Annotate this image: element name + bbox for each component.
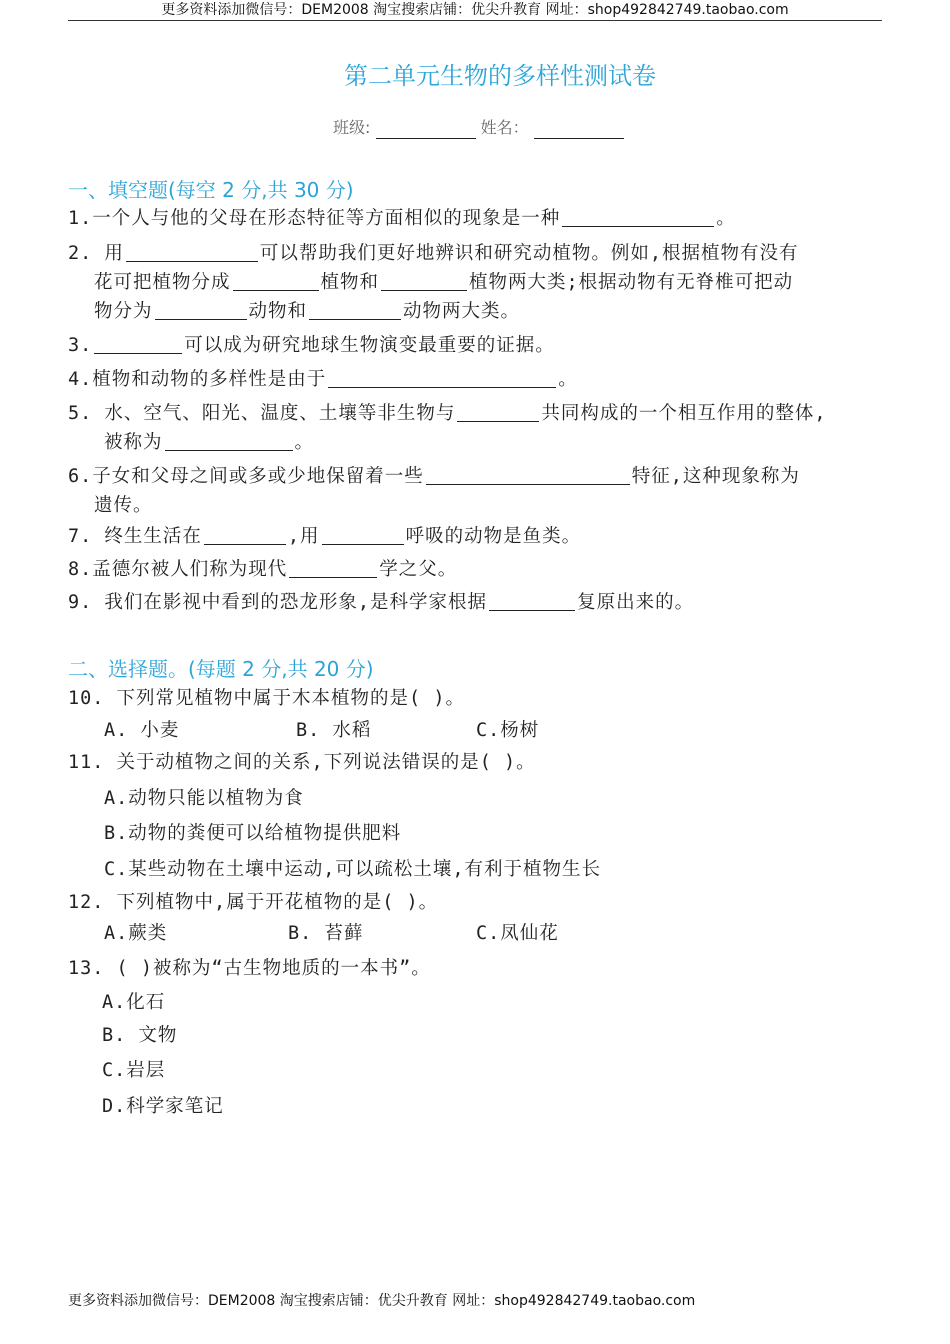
- question-9: [68, 588, 884, 617]
- option-b: B. 水稻: [296, 720, 372, 741]
- question-text: 学之父。: [379, 559, 458, 580]
- answer-blank: [562, 208, 714, 227]
- question-3: [68, 331, 884, 360]
- question-text: 8.孟德尔被人们称为现代: [68, 559, 288, 580]
- answer-blank: [457, 403, 539, 422]
- question-text: 遗传。: [94, 495, 153, 516]
- option-a: A.动物只能以植物为食: [104, 788, 304, 809]
- answer-blank: [381, 272, 467, 291]
- question-text: ,用: [287, 526, 320, 547]
- student-info-line: [333, 117, 624, 139]
- class-blank: [376, 120, 476, 139]
- option-a: A. 小麦: [104, 720, 180, 741]
- question-text: 可以帮助我们更好地辨识和研究动植物。例如,根据植物有没有: [259, 243, 799, 264]
- question-text: 。: [558, 369, 578, 390]
- option-d: D.科学家笔记: [102, 1096, 224, 1117]
- question-text: 2. 用: [68, 243, 124, 264]
- question-text: 。: [294, 432, 315, 453]
- question-5: [68, 399, 884, 457]
- class-label: 班级:: [333, 118, 371, 137]
- name-blank: [534, 120, 624, 139]
- question-text: 可以成为研究地球生物演变最重要的证据。: [184, 335, 555, 356]
- answer-blank: [126, 243, 258, 262]
- name-label: 姓名：: [480, 118, 529, 137]
- question-text: 动物和: [248, 301, 308, 322]
- answer-blank: [489, 592, 575, 611]
- answer-blank: [155, 301, 247, 320]
- question-text: 复原出来的。: [577, 592, 695, 613]
- question-11: 11. 关于动植物之间的关系,下列说法错误的是( )。: [68, 752, 536, 773]
- question-4: [68, 365, 884, 394]
- answer-blank: [204, 526, 286, 545]
- question-text: 5. 水、空气、阳光、温度、土壤等非生物与: [68, 403, 456, 424]
- answer-blank: [165, 432, 293, 451]
- option-b: B. 文物: [102, 1025, 178, 1046]
- question-text: 。: [716, 208, 736, 229]
- option-a: A.蕨类: [104, 923, 168, 944]
- footer-note: 更多资料添加微信号：DEM2008 淘宝搜索店铺：优尖升教育 网址：shop492842749.taobao.com: [68, 1293, 696, 1309]
- option-c: C.凤仙花: [476, 923, 559, 944]
- question-text: 特征,这种现象称为: [631, 466, 800, 487]
- question-text: 7. 终生生活在: [68, 526, 202, 547]
- answer-blank: [328, 369, 556, 388]
- question-text: 被称为: [104, 432, 163, 453]
- question-text: 动物两大类。: [403, 301, 521, 322]
- question-10: 10. 下列常见植物中属于木本植物的是( )。: [68, 688, 465, 709]
- question-7: [68, 522, 884, 551]
- option-b: B. 苔藓: [288, 923, 364, 944]
- question-text: 物分为: [94, 301, 153, 322]
- section-heading-choice: 二、选择题。(每题 2 分,共 20 分): [68, 657, 374, 681]
- option-a: A.化石: [102, 992, 166, 1013]
- question-text: 9. 我们在影视中看到的恐龙形象,是科学家根据: [68, 592, 488, 613]
- answer-blank: [94, 335, 182, 354]
- question-text: 1.一个人与他的父母在形态特征等方面相似的现象是一种: [68, 208, 561, 229]
- answer-blank: [289, 559, 377, 578]
- question-text: 4.植物和动物的多样性是由于: [68, 369, 327, 390]
- option-c: C.杨树: [476, 720, 540, 741]
- question-8: [68, 555, 884, 584]
- answer-blank: [233, 272, 319, 291]
- header-note: 更多资料添加微信号：DEM2008 淘宝搜索店铺：优尖升教育 网址：shop492842749.taobao.com: [68, 0, 882, 21]
- question-text: 呼吸的动物是鱼类。: [405, 526, 582, 547]
- answer-blank: [309, 301, 401, 320]
- question-12: 12. 下列植物中,属于开花植物的是( )。: [68, 892, 439, 913]
- option-c: C.某些动物在土壤中运动,可以疏松土壤,有利于植物生长: [104, 859, 602, 880]
- question-text: 共同构成的一个相互作用的整体,: [541, 403, 827, 424]
- answer-blank: [322, 526, 404, 545]
- question-text: 植物和: [320, 272, 380, 293]
- question-text: 3.: [68, 335, 93, 356]
- question-text: 花可把植物分成: [94, 272, 231, 293]
- option-b: B.动物的粪便可以给植物提供肥料: [104, 823, 402, 844]
- question-text: 6.子女和父母之间或多或少地保留着一些: [68, 466, 424, 487]
- option-c: C.岩层: [102, 1060, 166, 1081]
- question-13: 13. ( )被称为“古生物地质的一本书”。: [68, 958, 431, 979]
- question-6: [68, 462, 884, 520]
- section-heading-fill: 一、填空题(每空 2 分,共 30 分): [68, 178, 354, 202]
- answer-blank: [426, 466, 630, 485]
- question-2: [68, 239, 884, 326]
- page-title: 第二单元生物的多样性测试卷: [344, 62, 656, 90]
- question-1: [68, 204, 884, 233]
- question-text: 植物两大类;根据动物有无脊椎可把动: [469, 272, 794, 293]
